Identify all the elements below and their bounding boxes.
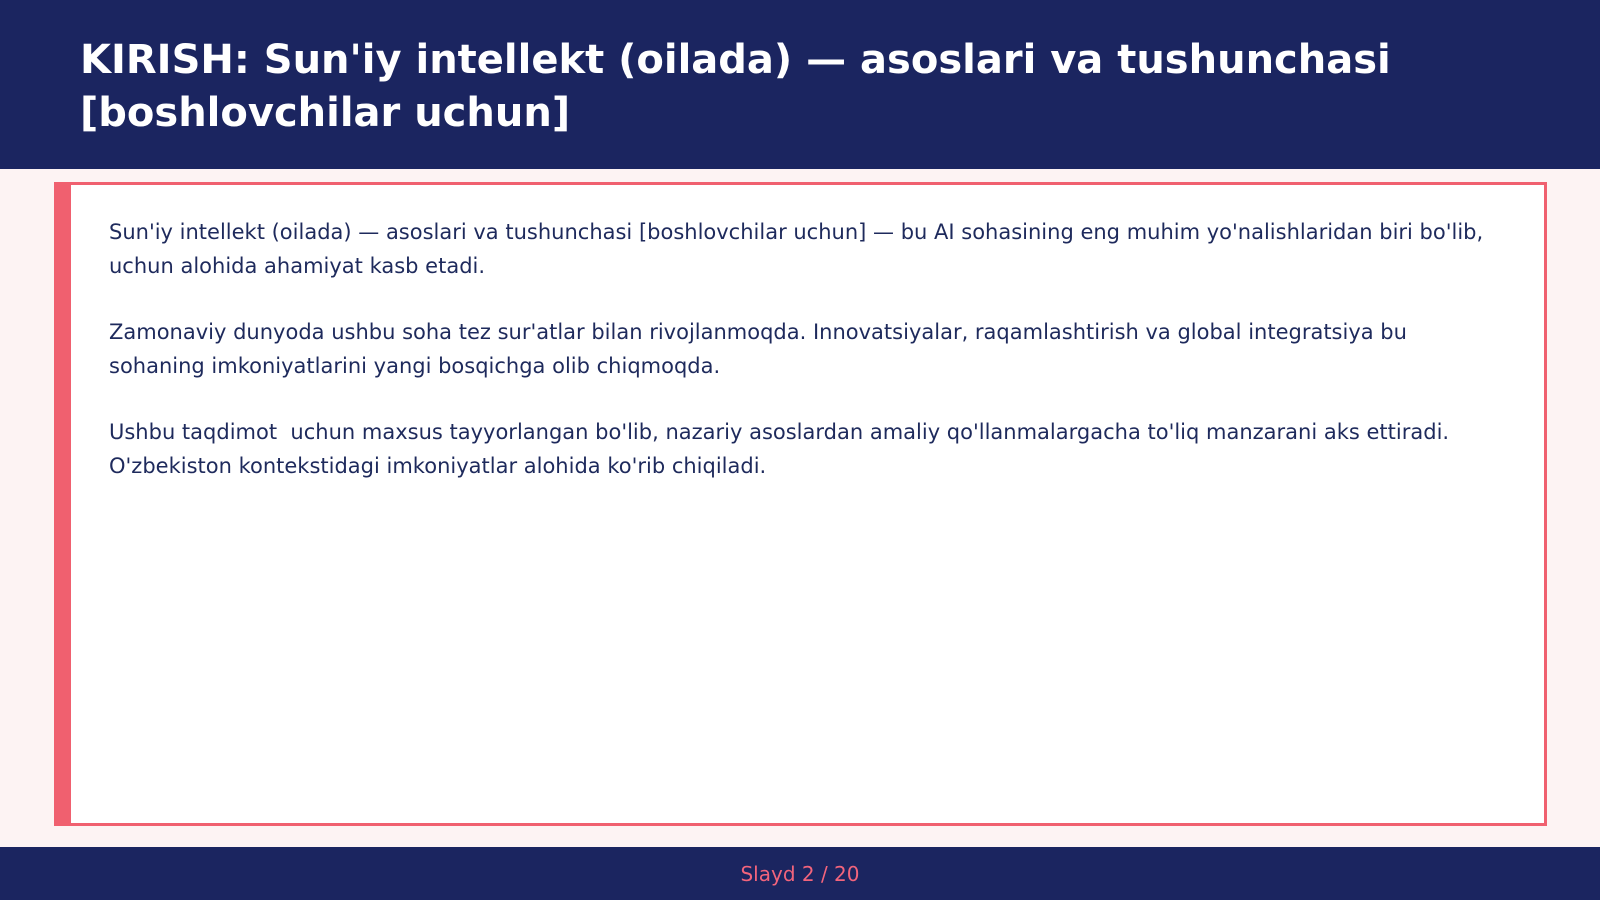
context-paragraph: Zamonaviy dunyoda ushbu soha tez sur'atlar bilan rivojlanmoqda. Innovatsiyalar, raqamlashtirish va global integratsiya bu sohaning imkoniyatlarini yangi bosqichga olib chiqmoqda. — [109, 320, 1414, 378]
slide-footer — [0, 847, 1600, 900]
slide-title: KIRISH: Sun'iy intellekt (oilada) — asoslari va tushunchasi [boshlovchilar uchun] — [80, 37, 1391, 136]
content-card — [54, 182, 1547, 826]
presentation-paragraph: Ushbu taqdimot uchun maxsus tayyorlangan bo'lib, nazariy asoslardan amaliy qo'llanmalargacha to'liq manzarani aks ettiradi. O'zbekiston kontekstidagi imkoniyatlar alohida ko'rib chiqiladi. — [109, 420, 1456, 478]
intro-paragraph: Sun'iy intellekt (oilada) — asoslari va tushunchasi [boshlovchilar uchun] — bu AI sohasining eng muhim yo'nalishlaridan biri bo'lib, uchun alohida ahamiyat kasb etadi. — [109, 220, 1497, 278]
slide-number: Slayd 2 / 20 — [740, 861, 860, 886]
slide-header — [0, 0, 1600, 169]
